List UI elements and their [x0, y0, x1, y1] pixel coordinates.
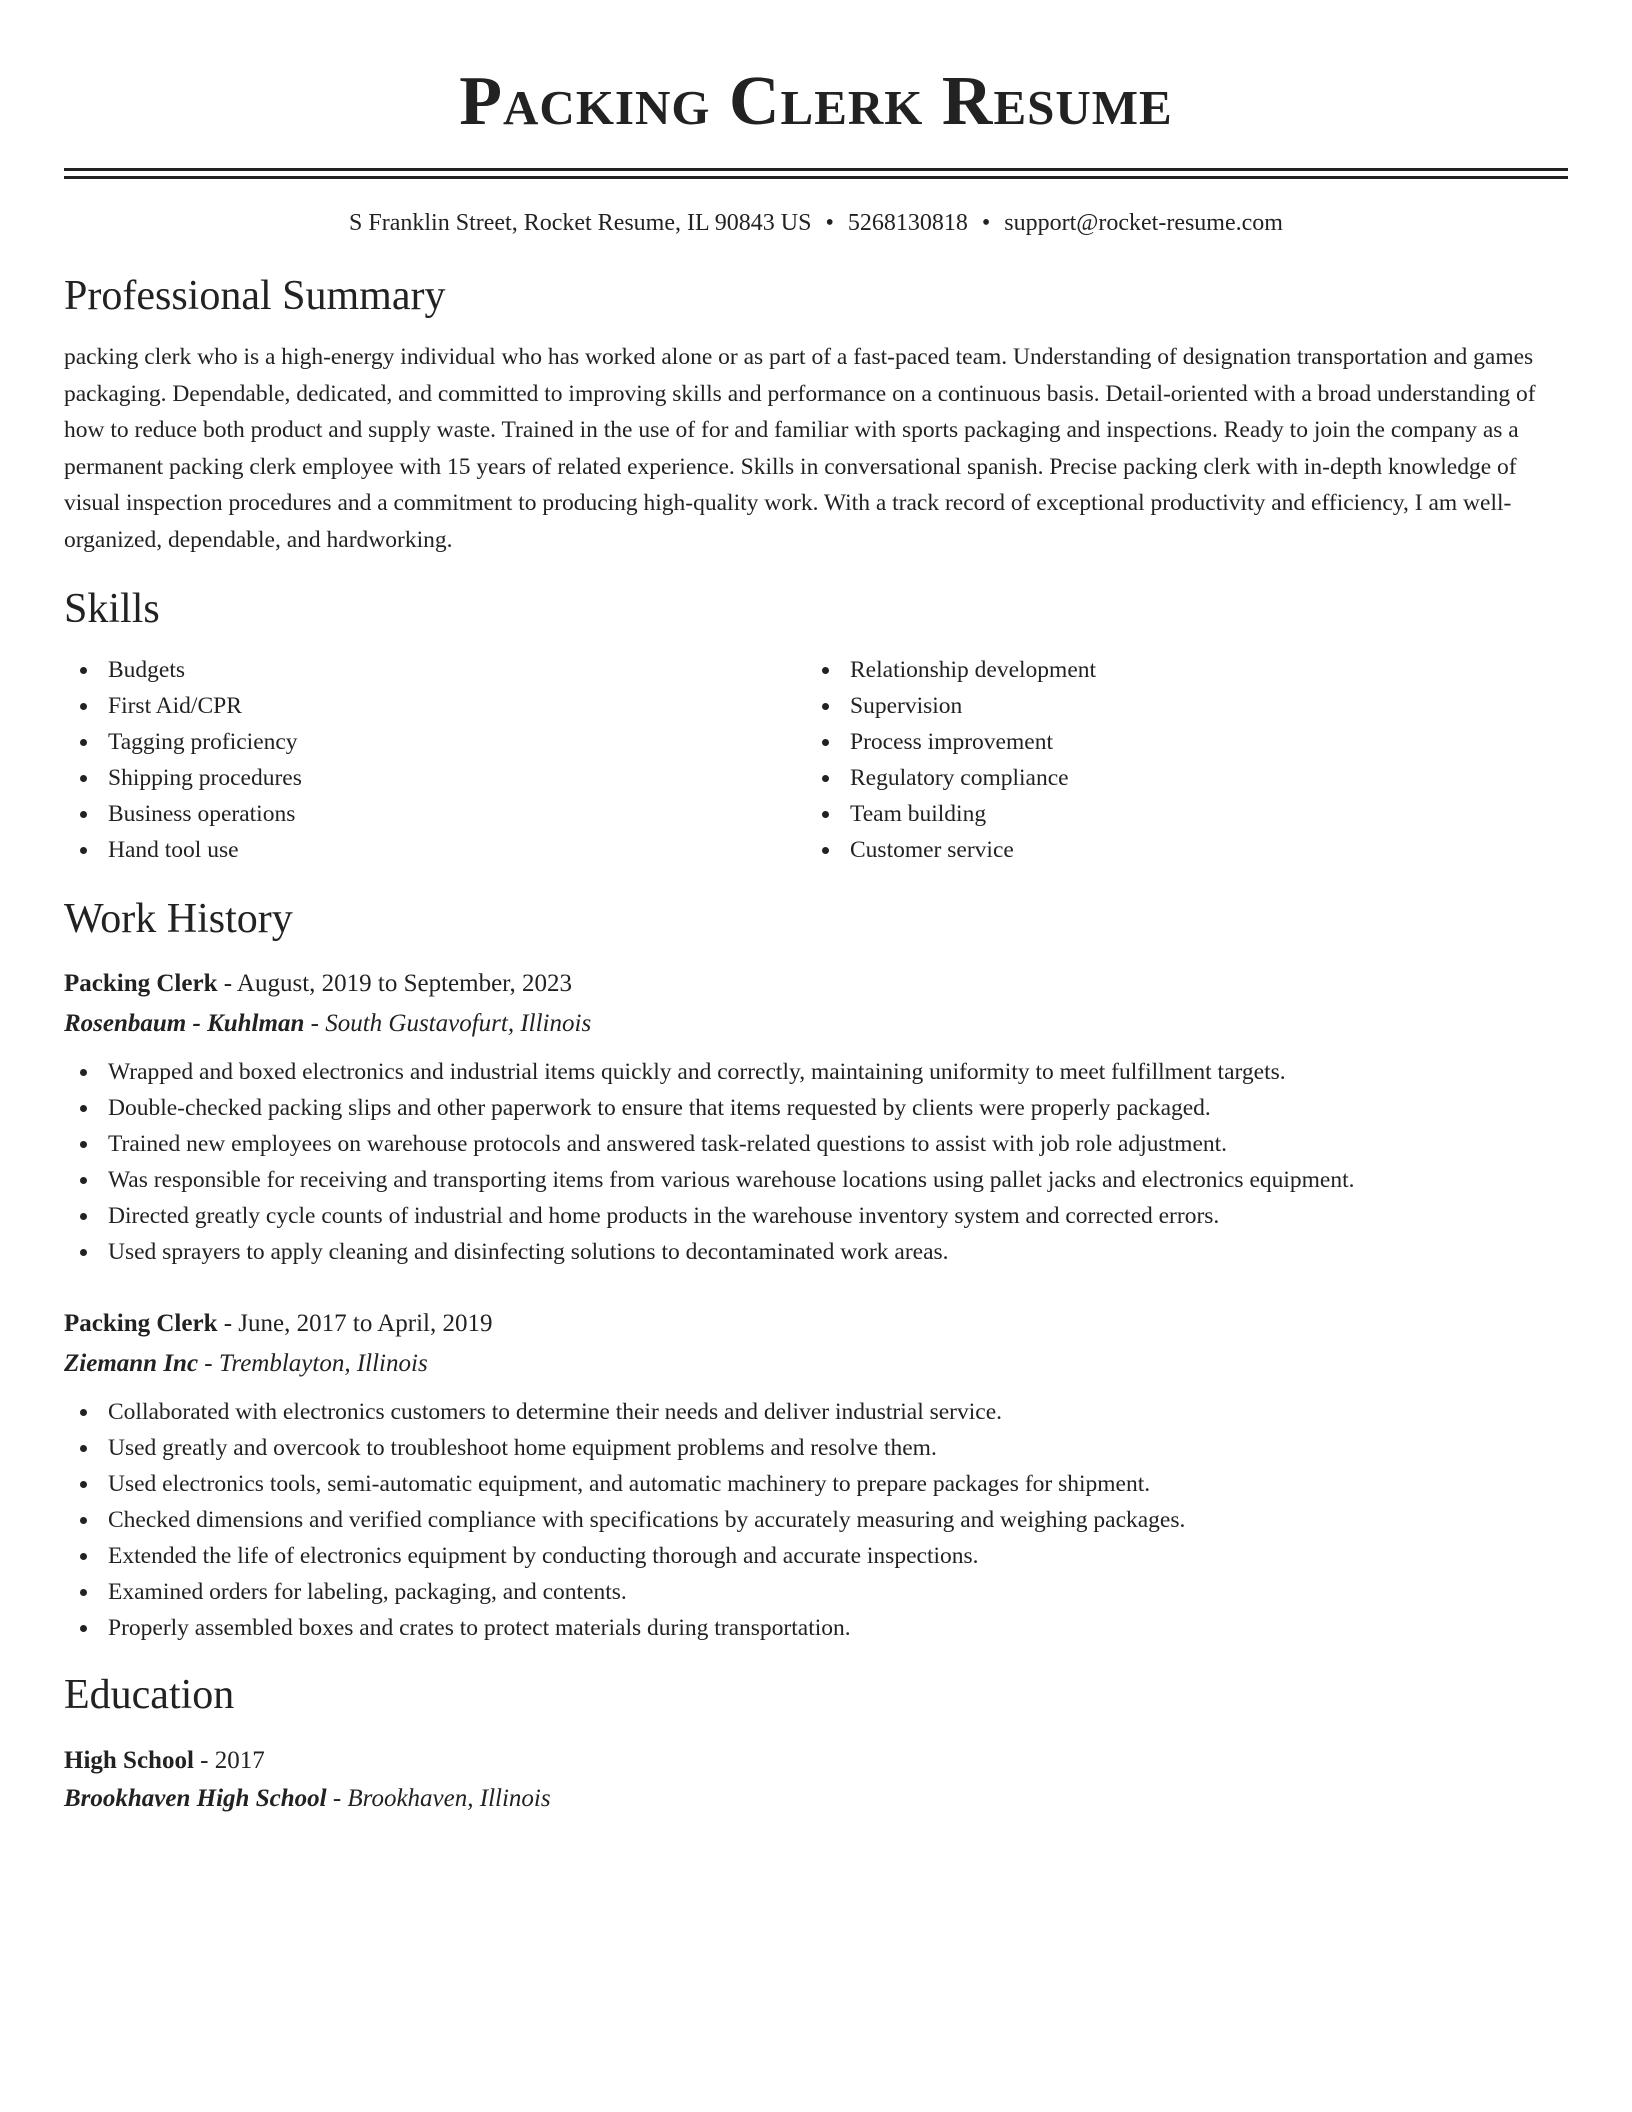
skill-item: Regulatory compliance	[806, 760, 1548, 796]
summary-heading: Professional Summary	[64, 273, 446, 319]
job-duty: Extended the life of electronics equipment by conducting thorough and accurate inspections.	[64, 1538, 1568, 1574]
job-entry	[64, 1304, 1568, 1646]
contact-separator: •	[981, 210, 991, 236]
skill-item: Hand tool use	[64, 832, 806, 868]
skill-item: Budgets	[64, 652, 806, 688]
summary-text: packing clerk who is a high-energy individual who has worked alone or as part of a fast-paced team. Understanding of designation transportation and games packaging. Dependable, dedicated, and committed to improving skills and performance on a continuous basis. Detail-oriented with a broad understanding of how to reduce both product and supply waste. Trained in the use of for and familiar with sports packaging and inspections. Ready to join the company as a permanent packing clerk employee with 15 years of related experience. Skills in conversational spanish. Precise packing clerk with in-depth knowledge of visual inspection procedures and a commitment to producing high-quality work. With a track record of exceptional productivity and efficiency, I am well-organized, dependable, and hardworking.	[64, 344, 1536, 553]
skill-item: Relationship development	[806, 652, 1548, 688]
job-duty: Used greatly and overcook to troubleshoot home equipment problems and resolve them.	[64, 1430, 1568, 1466]
job-duty: Collaborated with electronics customers to determine their needs and deliver industrial service.	[64, 1394, 1568, 1430]
education-school-line: Brookhaven High School - Brookhaven, Illinois	[64, 1785, 551, 1812]
skill-item: Tagging proficiency	[64, 724, 806, 760]
contact-separator: •	[825, 210, 834, 236]
skill-item: Customer service	[806, 832, 1548, 868]
job-location: South Gustavofurt, Illinois	[325, 1010, 592, 1037]
job-title: Packing Clerk	[64, 970, 218, 997]
job-duty: Trained new employees on warehouse protocols and answered task-related questions to assist with job role adjustment.	[64, 1126, 1568, 1162]
resume-title: Packing Clerk Resume	[459, 63, 1173, 140]
skill-item: Process improvement	[806, 724, 1548, 760]
skills-heading: Skills	[64, 586, 160, 632]
skills-column-left	[64, 652, 806, 868]
job-duty: Wrapped and boxed electronics and industrial items quickly and correctly, maintaining uniformity to meet fulfillment targets.	[64, 1054, 1568, 1090]
job-company: Ziemann Inc	[64, 1350, 199, 1377]
job-duties	[64, 1394, 1568, 1646]
job-title-line: Packing Clerk - August, 2019 to September, 2023	[64, 970, 573, 997]
education-year: 2017	[214, 1747, 265, 1774]
education-location: Brookhaven, Illinois	[347, 1785, 551, 1812]
contact-address: S Franklin Street, Rocket Resume, IL 90843 US	[349, 210, 812, 236]
contact-phone: 5268130818	[847, 210, 968, 236]
job-duties	[64, 1054, 1568, 1270]
education-degree: High School	[64, 1747, 194, 1774]
skills-column-right	[806, 652, 1548, 868]
job-duty: Examined orders for labeling, packaging, and contents.	[64, 1574, 1568, 1610]
skill-item: Supervision	[806, 688, 1548, 724]
contact-line	[64, 207, 1568, 239]
skill-item: Shipping procedures	[64, 760, 806, 796]
skills-list	[64, 652, 1568, 868]
job-title: Packing Clerk	[64, 1310, 218, 1337]
job-title-line: Packing Clerk - June, 2017 to April, 2019	[64, 1310, 493, 1337]
job-duty: Was responsible for receiving and transporting items from various warehouse locations using pallet jacks and electronics equipment.	[64, 1162, 1568, 1198]
education-degree-line: High School - 2017	[64, 1747, 265, 1774]
job-duty: Checked dimensions and verified compliance with specifications by accurately measuring and weighing packages.	[64, 1502, 1568, 1538]
job-company-line: Ziemann Inc - Tremblayton, Illinois	[64, 1350, 428, 1377]
education-heading: Education	[64, 1672, 235, 1718]
job-company: Rosenbaum - Kuhlman	[64, 1010, 305, 1037]
work-history-heading: Work History	[64, 896, 293, 942]
skill-item: Business operations	[64, 796, 806, 832]
education-entry	[64, 1742, 1568, 1818]
job-duty: Double-checked packing slips and other paperwork to ensure that items requested by clients were properly packaged.	[64, 1090, 1568, 1126]
education-school: Brookhaven High School	[64, 1785, 327, 1812]
resume-page	[64, 0, 1568, 1818]
job-duty: Used sprayers to apply cleaning and disinfecting solutions to decontaminated work areas.	[64, 1234, 1568, 1270]
job-duty: Directed greatly cycle counts of industrial and home products in the warehouse inventory system and corrected errors.	[64, 1198, 1568, 1234]
job-dates: June, 2017 to April, 2019	[238, 1310, 493, 1337]
job-location: Tremblayton, Illinois	[218, 1350, 428, 1377]
skill-item: Team building	[806, 796, 1548, 832]
job-company-line: Rosenbaum - Kuhlman - South Gustavofurt, Illinois	[64, 1010, 592, 1037]
job-dates: August, 2019 to September, 2023	[236, 970, 573, 997]
skill-item: First Aid/CPR	[64, 688, 806, 724]
job-entry	[64, 964, 1568, 1270]
contact-email: support@rocket-resume.com	[1004, 210, 1283, 236]
job-duty: Properly assembled boxes and crates to protect materials during transportation.	[64, 1610, 1568, 1646]
title-double-rule	[64, 168, 1568, 179]
job-duty: Used electronics tools, semi-automatic equipment, and automatic machinery to prepare packages for shipment.	[64, 1466, 1568, 1502]
